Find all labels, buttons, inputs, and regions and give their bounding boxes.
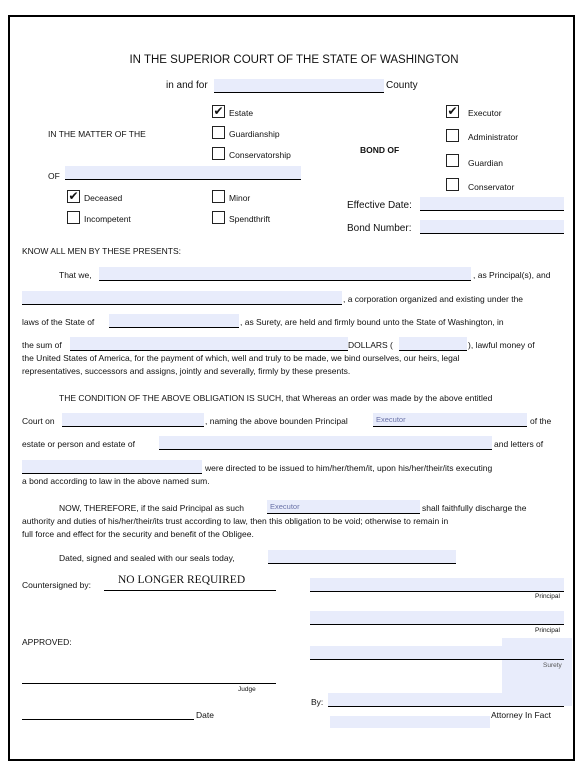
matter-of-name-field[interactable] [65, 166, 301, 180]
administrator-label: Administrator [468, 132, 519, 142]
county-field[interactable] [214, 79, 384, 93]
shall-discharge-text: shall faithfully discharge the [422, 503, 527, 513]
now-role-field[interactable] [267, 500, 420, 514]
spendthrift-checkbox[interactable] [212, 211, 225, 224]
know-all-heading: KNOW ALL MEN BY THESE PRESENTS: [22, 246, 182, 256]
matter-label: IN THE MATTER OF THE [48, 129, 146, 139]
authority-line: authority and duties of his/her/their/its trust according to law, then this obligation to be void; otherwise to remain in [22, 516, 449, 526]
estate-label: Estate [229, 108, 254, 118]
laws-of-state-label: laws of the State of [22, 317, 95, 327]
principal-role-field[interactable] [373, 413, 527, 427]
judge-signature-line[interactable] [22, 683, 276, 684]
payment-line-2: representatives, successors and assigns, jointly and severally, firmly by these presents. [22, 366, 351, 376]
judge-label: Judge [238, 686, 256, 693]
effective-date-label: Effective Date: [347, 200, 412, 211]
sum-words-field[interactable] [70, 337, 348, 351]
effective-date-field[interactable] [420, 197, 564, 211]
principal-signature-field-2[interactable] [310, 611, 564, 625]
executor-checkbox[interactable]: ✔ [447, 104, 458, 118]
surety-company-field[interactable] [22, 291, 342, 305]
conservator-checkbox[interactable] [446, 178, 459, 191]
were-directed-text: were directed to be issued to him/her/them/it, upon his/her/their/its executing [205, 463, 493, 473]
sum-of-label: the sum of [22, 340, 62, 350]
attorney-name-field[interactable] [330, 716, 490, 728]
of-the-text: of the [530, 416, 552, 426]
countersigned-line [104, 590, 276, 591]
now-therefore-text: NOW, THEREFORE, if the said Principal as such [59, 503, 245, 513]
deceased-label: Deceased [84, 193, 123, 203]
guardian-label: Guardian [468, 158, 503, 168]
estate-checkbox[interactable]: ✔ [213, 104, 224, 118]
bond-number-field[interactable] [420, 220, 564, 234]
incompetent-label: Incompetent [84, 214, 131, 224]
naming-text: , naming the above bounden Principal [205, 416, 348, 426]
corporation-text: , a corporation organized and existing under the [343, 294, 524, 304]
dated-field[interactable] [268, 550, 456, 564]
surety-held-text: , as Surety, are held and firmly bound unto the State of Washington, in [240, 317, 504, 327]
surety-signature-field[interactable] [310, 646, 564, 660]
court-title: IN THE SUPERIOR COURT OF THE STATE OF WASHINGTON [129, 54, 459, 66]
conservatorship-checkbox[interactable] [212, 147, 225, 160]
payment-line-1: the United States of America, for the payment of which, well and truly to be made, we bind ourselves, our heirs, legal [22, 353, 460, 363]
surety-label: Surety [543, 662, 562, 669]
executor-label: Executor [468, 108, 502, 118]
judge-date-line[interactable] [22, 719, 194, 720]
approved-label: APPROVED: [22, 637, 72, 647]
guardianship-checkbox[interactable] [212, 126, 225, 139]
in-and-for-label: in and for [166, 80, 208, 91]
letters-of-text: and letters of [494, 439, 544, 449]
state-of-incorporation-field[interactable] [109, 314, 239, 328]
lawful-money-text: ), lawful money of [468, 340, 535, 350]
dated-text: Dated, signed and sealed with our seals today, [59, 553, 235, 563]
principal-text: , as Principal(s), and [473, 270, 551, 280]
countersigned-value: NO LONGER REQUIRED [118, 574, 246, 586]
principal-signature-field-1[interactable] [310, 578, 564, 592]
bond-according-text: a bond according to law in the above named sum. [22, 476, 210, 486]
estate-of-name-field[interactable] [159, 436, 492, 450]
minor-label: Minor [229, 193, 251, 203]
county-label: County [386, 80, 418, 91]
bond-of-label: BOND OF [360, 145, 400, 155]
principal-name-field[interactable] [99, 267, 471, 281]
full-force-line: full force and effect for the security and benefit of the Obligee. [22, 529, 254, 539]
that-we-label: That we, [59, 270, 92, 280]
principal-role-value: Executor [376, 415, 406, 424]
now-role-value: Executor [270, 502, 300, 511]
conservatorship-label: Conservatorship [229, 150, 291, 160]
countersigned-label: Countersigned by: [22, 580, 91, 590]
court-on-label: Court on [22, 416, 55, 426]
estate-person-label: estate or person and estate of [22, 439, 135, 449]
date-label: Date [196, 710, 214, 720]
spendthrift-label: Spendthrift [229, 214, 271, 224]
letters-type-field[interactable] [22, 460, 202, 474]
bond-number-label: Bond Number: [347, 223, 412, 234]
incompetent-checkbox[interactable] [67, 211, 80, 224]
dollars-label: DOLLARS ( [348, 340, 393, 350]
deceased-checkbox[interactable]: ✔ [68, 189, 79, 203]
conservator-label: Conservator [468, 182, 515, 192]
guardian-checkbox[interactable] [446, 154, 459, 167]
of-label: OF [48, 171, 60, 181]
by-label: By: [311, 697, 324, 707]
sum-amount-field[interactable] [399, 337, 467, 351]
principal-label-1: Principal [535, 593, 560, 600]
order-date-field[interactable] [62, 413, 204, 427]
attorney-signature-field[interactable] [328, 693, 564, 707]
guardianship-label: Guardianship [229, 129, 280, 139]
minor-checkbox[interactable] [212, 190, 225, 203]
attorney-in-fact-label: Attorney In Fact [491, 710, 551, 720]
condition-text: THE CONDITION OF THE ABOVE OBLIGATION IS SUCH, that Whereas an order was made by the above entitled [59, 393, 493, 403]
principal-label-2: Principal [535, 627, 560, 634]
administrator-checkbox[interactable] [446, 129, 459, 142]
